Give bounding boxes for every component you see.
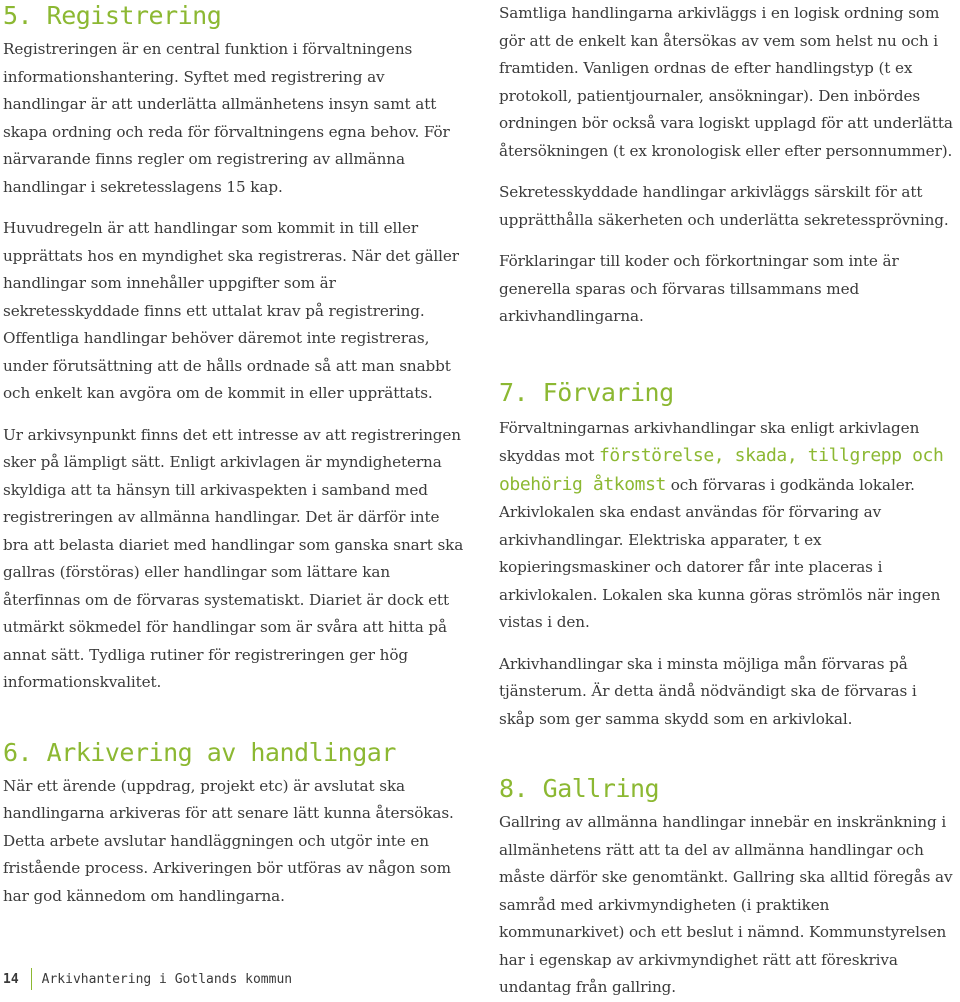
section-7-text-after: och förvaras i godkända lokaler. Arkivlokalen ska endast användas för förvaring av arkivhandlingar. Elektriska apparater, t ex kopieringsmaskiner och datorer får inte placeras i arkivlokalen. Lokalen ska kunna göras strömlös när ingen vistas i den. <box>499 475 941 631</box>
section-8-heading: 8. Gallring <box>499 774 660 803</box>
section-7-highlight: förstörelse, skada, tillgrepp och obehörig åtkomst <box>499 445 944 495</box>
section-7-text-before: Förvaltningarnas arkivhandlingar ska enligt arkivlagen skyddas mot <box>499 418 920 465</box>
footer-title: Arkivhantering i Gotlands kommun <box>41 971 293 987</box>
section-5-paragraph-2: Huvudregeln är att handlingar som kommit in till eller upprättats hos en myndighet ska registreras. När det gäller handlingar som innehåller uppgifter som är sekretesskyddade finns ett uttalat krav på registrering. Offentliga handlingar behöver däremot inte registreras, under förutsättning att de hålls ordnade så att man snabbt och enkelt kan avgöra om de kommit in eller upprättats. <box>3 219 459 402</box>
page-number: 14 <box>3 971 19 987</box>
section-7-paragraph-1 <box>499 415 955 637</box>
right-paragraph-1: Samtliga handlingarna arkivläggs i en logisk ordning som gör att de enkelt kan återsökas av vem som helst nu och i framtiden. Vanligen ordnas de efter handlingstyp (t ex protokoll, patientjournaler, ansökningar). Den inbördes ordningen bör också vara logiskt upplagd för att underlätta återsökningen (t ex kronologisk eller efter personnummer). <box>499 4 953 160</box>
right-column <box>499 0 955 1002</box>
right-paragraph-2: Sekretesskyddade handlingar arkivläggs särskilt för att upprätthålla säkerheten och underlätta sekretessprövning. <box>499 183 949 229</box>
section-6-paragraph-1: När ett ärende (uppdrag, projekt etc) är avslutat ska handlingarna arkiveras för att senare lätt kunna återsökas. Detta arbete avslutar handläggningen och utgör inte en fristående process. Arkiveringen bör utföras av någon som har god kännedom om handlingarna. <box>3 776 454 905</box>
section-7-paragraph-2: Arkivhandlingar ska i minsta möjliga mån förvaras på tjänsterum. Är detta ändå nödvändigt ska de förvaras i skåp som ger samma skydd som en arkivlokal. <box>499 654 917 728</box>
section-5-heading: 5. Registrering <box>3 1 222 30</box>
footer-divider <box>31 968 32 990</box>
page-footer <box>3 968 292 990</box>
section-5-paragraph-1: Registreringen är en central funktion i förvaltningens informationshantering. Syftet med registrering av handlingar är att underlätta allmänhetens insyn samt att skapa ordning och reda för förvaltningens egna behov. För närvarande finns regler om registrering av allmänna handlingar i sekretesslagens 15 kap. <box>3 40 450 196</box>
section-6-heading: 6. Arkivering av handlingar <box>3 737 396 767</box>
section-5-paragraph-3: Ur arkivsynpunkt finns det ett intresse av att registreringen sker på lämpligt sätt. Enligt arkivlagen är myndigheterna skyldiga att ta hänsyn till arkivaspekten i samband med registreringen av allmänna handlingar. Det är därför inte bra att belasta diariet med handlingar som ganska snart ska gallras (förstöras) eller handlingar som lättare kan återfinnas om de förvaras systematiskt. Diariet är dock ett utmärkt sökmedel för handlingar som är svåra att hitta på annat sätt. Tydliga rutiner för registreringen ger hög informationskvalitet. <box>3 425 464 691</box>
right-paragraph-3: Förklaringar till koder och förkortningar som inte är generella sparas och förvaras tillsammans med arkivhandlingarna. <box>499 252 899 325</box>
left-column <box>3 0 469 910</box>
section-8-paragraph-1: Gallring av allmänna handlingar innebär en inskränkning i allmänhetens rätt att ta del av allmänna handlingar och måste därför ske genomtänkt. Gallring ska alltid föregås av samråd med arkivmyndigheten (i praktiken kommunarkivet) och ett beslut i nämnd. Kommunstyrelsen har i egenskap av arkivmyndighet rätt att föreskriva undantag från gallring. <box>499 813 953 996</box>
section-7-heading: 7. Förvaring <box>499 377 674 407</box>
